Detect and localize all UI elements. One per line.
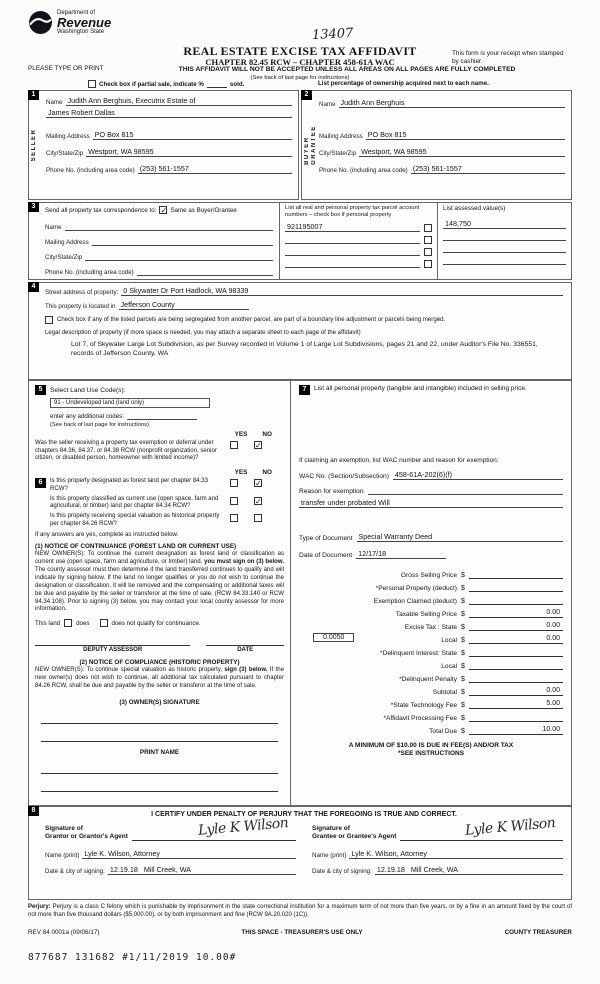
delinquent-interest-state-field[interactable] — [469, 648, 563, 657]
warning-line: THIS AFFIDAVIT WILL NOT BE ACCEPTED UNLESS ALL AREAS ON ALL PAGES ARE FULLY COMPLETED — [178, 66, 516, 73]
section-4-number: 4 — [28, 282, 39, 292]
parcel-number-field-2[interactable] — [285, 235, 420, 244]
fee-row-local: 0.0050 Local $ 0.00 — [299, 631, 563, 644]
buyer-address-value[interactable]: PO Box 815 — [366, 130, 565, 140]
county-treasurer-label: COUNTY TREASURER — [504, 928, 572, 936]
parcel-personal-checkbox-4[interactable] — [424, 260, 432, 268]
ownership-note: List percentage of ownership acquired next to each name. — [318, 80, 489, 87]
grantee-sig-label-1: Signature of — [312, 825, 350, 832]
corr-address-label: Mailing Address — [45, 239, 89, 246]
gross-selling-price-field[interactable] — [469, 570, 563, 579]
assessed-field-2[interactable] — [443, 232, 566, 241]
excise-tax-local-field[interactable]: 0.00 — [469, 635, 563, 644]
buyer-address-label: Mailing Address — [319, 133, 363, 140]
buyer-side-label: BUYER GRANTEE — [304, 125, 317, 165]
notice-continuance-body: NEW OWNER(S): To continue the current designation as forest land or classification as current use (open space, farm and agriculture, or timber) land, you must sign on (3) below. The county assessor must then determine if the land transferred continues to qualify and will indicate by signing below. If the land no longer qualifies or you do not wish to continue the designation or classification, it will be removed and the compensating or additional taxes will be due and payable by the seller or transferor at the time of sale. (RCW 84.33.140 or RCW 84.34.108). Prior to signing (3) below, you may contact your local county assessor for more information. — [35, 551, 284, 613]
seller-name-value-2[interactable]: James Robert Dallas — [46, 108, 292, 118]
s5-yes-checkbox[interactable] — [230, 441, 238, 449]
land-use-title: Select Land Use Code(s): — [50, 386, 126, 394]
delinquent-interest-local-field[interactable] — [469, 661, 563, 670]
does-not-checkbox[interactable] — [100, 619, 108, 627]
legal-description-label: Legal description of property (if more space is needed, you may attach a separate sheet to each page of the affidavit) — [45, 329, 361, 336]
parcel-list — [279, 203, 437, 279]
seller-side-label: SELLER — [31, 128, 37, 162]
see-back-note-2: (See back of last page for instructions) — [50, 422, 149, 428]
notice-compliance-body: NEW OWNER(S): To continue special valuation as historic property, sign (3) below. If the new owner(s) does not wish to continue, all additional tax calculated pursuant to chapter 84.26 RCW, shall be due and payable by the seller or transferor at the time of sale. — [35, 667, 284, 690]
does-checkbox[interactable] — [64, 619, 72, 627]
additional-codes-label: enter any additional codes: — [50, 413, 124, 420]
property-section — [28, 282, 572, 380]
street-address-value[interactable]: 0 Skywater Dr Port Hadlock, WA 98339 — [121, 286, 563, 296]
type-or-print-label: PLEASE TYPE OR PRINT — [28, 65, 104, 72]
seller-address-label: Mailing Address — [46, 133, 90, 140]
partial-sale-label: Check box if partial sale, indicate % — [99, 81, 204, 88]
form-title: REAL ESTATE EXCISE TAX AFFIDAVIT — [183, 44, 417, 58]
continuance-qualify-row — [35, 619, 284, 627]
buyer-section — [301, 90, 572, 200]
s5-no-checkbox[interactable]: ✓ — [255, 441, 262, 450]
wac-label: WAC No. (Section/Subsection) — [299, 473, 389, 480]
fee-row-delinq-interest-state: *Delinquent Interest: State $ — [299, 644, 563, 657]
deputy-assessor-label: DEPUTY ASSESSOR — [83, 647, 143, 654]
deputy-assessor-labels — [35, 647, 284, 653]
section-7-number: 7 — [299, 385, 310, 395]
owner-signature-line-2[interactable] — [41, 732, 278, 742]
section-3-number: 3 — [28, 202, 39, 212]
fee-row-subtotal: Subtotal $ 0.00 — [299, 683, 563, 696]
grantee-name-print-label: Name (print) — [312, 852, 347, 860]
treasurer-space-label: THIS SPACE - TREASURER'S USE ONLY — [241, 928, 363, 936]
assessed-value[interactable]: 148,750 — [443, 219, 566, 229]
s6-q1-no-checkbox[interactable]: ✓ — [255, 479, 262, 489]
s6-yes-header: YES — [234, 469, 248, 477]
owners-signature-label: (3) OWNER(S) SIGNATURE — [119, 698, 200, 706]
grantor-signature-script: Lyle K Wilson — [197, 815, 289, 839]
fee-row-personal: *Personal Property (deduct) $ — [299, 579, 563, 592]
additional-codes-field[interactable] — [127, 412, 197, 420]
s6-q1-yes-checkbox[interactable] — [230, 479, 238, 487]
agency-line3: Washington State — [57, 29, 105, 35]
assessed-header: List assessed value(s) — [443, 205, 506, 212]
handwritten-receipt-number: 13407 — [311, 25, 354, 44]
perjury-statement: Perjury: Perjury is a class C felony which is punishable by imprisonment in the state correctional institution for a maximum term of not more than five years, or by a fine in an amount fixed by the court of not more than five thousand dollars ($5,000.00), or by both imprisonment and fine (RCW 9A.20.020 (1C)). — [28, 904, 573, 918]
delinquent-penalty-field[interactable] — [469, 674, 563, 683]
fee-row-tech-fee: *State Technology Fee $ 5.00 — [299, 696, 563, 709]
grantee-date-city-value[interactable]: 12.19.18 Mill Creek, WA — [375, 865, 563, 875]
local-rate-box: 0.0050 — [313, 633, 354, 642]
corr-city-field[interactable] — [85, 252, 273, 261]
same-as-buyer-label: Same as Buyer/Grantee — [170, 206, 237, 214]
certify-statement: I CERTIFY UNDER PENALTY OF PERJURY THAT THE FOREGOING IS TRUE AND CORRECT. — [151, 811, 457, 818]
partial-sale-checkbox[interactable] — [88, 80, 96, 88]
grantor-signature-block — [45, 815, 296, 876]
same-as-buyer-checkbox[interactable]: ✓ — [160, 206, 168, 215]
grantor-date-city-value[interactable]: 12.19.18 Mill Creek, WA — [108, 865, 296, 875]
parcel-personal-checkbox-3[interactable] — [424, 248, 432, 256]
buyer-name-value[interactable]: Judith Ann Berghuis — [339, 98, 565, 108]
reason-label: Reason for exemption — [299, 488, 364, 495]
seller-section — [28, 90, 299, 200]
total-due-field[interactable]: 10.00 — [469, 726, 563, 735]
print-name-line-1[interactable] — [41, 764, 278, 774]
located-in-value[interactable]: Jefferson County — [119, 300, 249, 310]
seller-city-label: City/State/Zip — [46, 150, 84, 157]
partial-sale-row — [88, 80, 244, 88]
s6-q2-yes-checkbox[interactable] — [230, 497, 238, 505]
notice-compliance-title: (2) NOTICE OF COMPLIANCE (HISTORIC PROPERTY) — [79, 659, 240, 667]
correspondence-section — [28, 202, 572, 280]
reason-value[interactable]: transfer under probated Will — [299, 498, 563, 508]
located-in-label: This property is located in — [45, 303, 116, 310]
reason-field[interactable] — [368, 486, 563, 495]
grantor-sig-label-2: Grantor or Grantor's Agent — [45, 833, 128, 841]
s6-q3-no-checkbox[interactable] — [254, 514, 262, 522]
cashier-stamp: 877687 131682 #1/11/2019 10.00# — [28, 951, 237, 963]
does-label: does — [76, 619, 90, 627]
fee-row-delinq-interest-local: Local $ — [299, 657, 563, 670]
subtotal-field[interactable]: 0.00 — [469, 687, 563, 696]
corr-city-label: City/State/Zip — [45, 254, 83, 261]
state-technology-fee-field[interactable]: 5.00 — [469, 700, 563, 709]
taxable-selling-price-field[interactable]: 0.00 — [469, 609, 563, 618]
footer-row — [28, 929, 572, 936]
parcel-personal-checkbox-2[interactable] — [424, 236, 432, 244]
s6-q2-no-checkbox[interactable]: ✓ — [255, 496, 262, 506]
s5-question: Was the seller receiving a property tax exemption or deferral under chapters 84.36, 84.37, or 84.38 RCW (nonprofit organization, senior citizen, or disabled person, homeowner with limited income)? — [35, 440, 217, 462]
grantor-name-print-value[interactable]: Lyle K. Wilson, Attorney — [82, 849, 296, 859]
deputy-assessor-lines — [35, 638, 284, 646]
fee-table — [299, 566, 563, 735]
section-8-number: 8 — [28, 806, 39, 816]
parcel-number-field-3[interactable] — [285, 247, 420, 256]
grantee-sig-label-2: Grantee or Grantee's Agent — [312, 833, 397, 841]
print-name-label: PRINT NAME — [139, 748, 180, 756]
personal-property-label: List all personal property (tangible and intangible) included in selling price. — [314, 385, 527, 392]
grantor-name-print-label: Name (print) — [45, 852, 80, 860]
deputy-date-line[interactable] — [206, 638, 284, 646]
buyer-phone-value[interactable]: (253) 561-1557 — [411, 164, 565, 174]
street-address-label: Street address of property: — [45, 289, 119, 296]
dor-logo-icon — [28, 10, 53, 35]
grantee-date-city-label: Date & city of signing: — [312, 868, 372, 876]
s6-q2: Is this property classified as current use (open space, farm and agricultural, or timber) land per chapter 84.34 RCW? — [50, 495, 219, 510]
s5-yes-header: YES — [234, 431, 248, 438]
affidavit-processing-fee-field[interactable] — [469, 713, 563, 722]
correspondence-fields — [29, 203, 279, 279]
parcel-number-value[interactable]: 921195007 — [285, 222, 420, 232]
grantor-date-city-label: Date & city of signing: — [45, 868, 105, 876]
partial-sale-percent-field[interactable] — [207, 81, 227, 88]
middle-columns — [28, 380, 572, 806]
buyer-name-label: Name — [319, 101, 336, 108]
this-land-label: This land — [35, 619, 61, 627]
corr-address-field[interactable] — [92, 237, 273, 246]
seller-phone-value[interactable]: (253) 561-1557 — [138, 164, 292, 174]
seller-city-value[interactable]: Westport, WA 98595 — [86, 147, 292, 157]
legal-description-value[interactable]: Lot 7, of Skywater Large Lot Subdivision, as per Survey recorded in Volume 1 of Large Lot Subdivisions, pages 21 and 22, under Auditor's File No. 336551, records of Jefferson County, WA — [71, 340, 538, 357]
excise-tax-state-field[interactable]: 0.00 — [469, 622, 563, 631]
exemption-intro: If claiming an exemption, list WAC number and reason for exemption: — [299, 457, 499, 464]
corr-name-label: Name — [45, 224, 62, 231]
seller-name-value[interactable]: Judith Ann Berghuis, Executrix Estate of — [66, 96, 292, 106]
assessed-field-4[interactable] — [443, 256, 566, 265]
section-1-number: 1 — [28, 90, 39, 100]
see-back-note: (See back of last page for instructions) — [250, 75, 350, 81]
s6-no-header: NO — [262, 469, 272, 477]
corr-phone-field[interactable] — [137, 267, 273, 276]
corr-phone-label: Phone No. (including area code) — [45, 269, 134, 276]
dor-logo-text — [57, 10, 111, 35]
s6-q3: Is this property receiving special valuation as historical property per chapter 84.26 RCW? — [50, 513, 220, 527]
fee-row-delinq-penalty: *Delinquent Penalty $ — [299, 670, 563, 683]
fee-row-excise-state: Excise Tax : State $ 0.00 — [299, 618, 563, 631]
does-not-label: does not qualify for continuance. — [111, 619, 201, 627]
agency-line2: Revenue — [57, 15, 112, 30]
section-5-number: 5 — [35, 385, 46, 395]
parcel-personal-checkbox-1[interactable] — [424, 224, 432, 232]
grantee-name-print-value[interactable]: Lyle K. Wilson, Attorney — [349, 849, 563, 859]
deputy-date-label: DATE — [237, 647, 254, 654]
buyer-city-value[interactable]: Westport, WA 98595 — [359, 147, 565, 157]
fee-row-processing-fee: *Affidavit Processing Fee $ — [299, 709, 563, 722]
fee-row-gross: Gross Selling Price $ — [299, 566, 563, 579]
minimum-due-note: A MINIMUM OF $10.00 IS DUE IN FEE(S) AND/OR TAX — [348, 742, 514, 749]
parcel-number-field-4[interactable] — [285, 259, 420, 268]
segregated-label: Check box if any of the listed parcels are being segregated from another parcel, are part of a boundary line adjustment or parcels being merged. — [57, 316, 446, 323]
s6-q1: Is this property designated as forest land per chapter 84.33 RCW? — [50, 478, 208, 492]
if-yes-note: If any answers are yes, complete as instructed below. — [35, 531, 179, 538]
segregated-checkbox[interactable] — [45, 316, 53, 324]
section-2-number: 2 — [301, 90, 312, 100]
receipt-note: This form is your receipt when stamped by cashier. — [452, 50, 564, 66]
assessed-values — [437, 203, 571, 279]
doc-type-label: Type of Document — [299, 535, 353, 542]
grantee-signature-script: Lyle K Wilson — [464, 815, 556, 839]
grantor-sig-label-1: Signature of — [45, 825, 83, 832]
deputy-assessor-signature-line[interactable] — [35, 638, 190, 646]
parcel-list-header: List all real and personal property tax parcel account numbers – check box if personal property — [285, 205, 420, 218]
assessed-field-3[interactable] — [443, 244, 566, 253]
seller-phone-label: Phone No. (including area code) — [46, 167, 135, 174]
rev-code: REV 84 0001a (09/06/17) — [28, 928, 100, 936]
fee-row-exemption: Exemption Claimed (deduct) $ — [299, 592, 563, 605]
agency-line1: Department of — [57, 10, 96, 16]
s5-no-header: NO — [262, 431, 272, 438]
notice-continuance-title: (1) NOTICE OF CONTINUANCE (FOREST LAND OR CURRENT USE) — [35, 543, 237, 551]
see-instructions-note: *SEE INSTRUCTIONS — [397, 750, 465, 757]
fee-row-taxable: Taxable Selling Price $ 0.00 — [299, 605, 563, 618]
corr-name-field[interactable] — [65, 222, 273, 231]
doc-date-label: Date of Document — [299, 552, 353, 559]
form-footer — [28, 904, 572, 963]
print-name-line-2[interactable] — [41, 782, 278, 792]
buyer-city-label: City/State/Zip — [319, 150, 357, 157]
form-subtitle: CHAPTER 82.45 RCW – CHAPTER 458-61A WAC — [205, 57, 395, 67]
owner-signature-line-1[interactable] — [41, 714, 278, 724]
exemption-claimed-field[interactable] — [469, 596, 563, 605]
seller-address-value[interactable]: PO Box 815 — [93, 130, 292, 140]
doc-date-value[interactable]: 12/17/18 — [356, 549, 446, 559]
personal-property-deduct-field[interactable] — [469, 583, 563, 592]
land-use-code-select[interactable]: 91 - Undeveloped land (land only) — [50, 398, 210, 408]
section-7 — [291, 381, 571, 805]
left-column — [29, 381, 291, 805]
seller-name-label: Name — [46, 99, 63, 106]
section-6-number: 6 — [35, 478, 46, 488]
grantee-signature-block — [312, 815, 563, 876]
doc-type-value[interactable]: Special Warranty Deed — [357, 532, 563, 542]
buyer-phone-label: Phone No. (including area code) — [319, 167, 408, 174]
send-correspondence-label: Send all property tax correspondence to: — [45, 206, 157, 214]
dor-logo — [28, 10, 111, 35]
fee-row-total: Total Due $ 10.00 — [299, 722, 563, 735]
s6-q3-yes-checkbox[interactable] — [230, 514, 238, 522]
wac-value[interactable]: 458-61A-202(6)(f) — [393, 470, 563, 480]
certification-section — [28, 806, 572, 900]
partial-sale-suffix: sold. — [229, 81, 245, 88]
